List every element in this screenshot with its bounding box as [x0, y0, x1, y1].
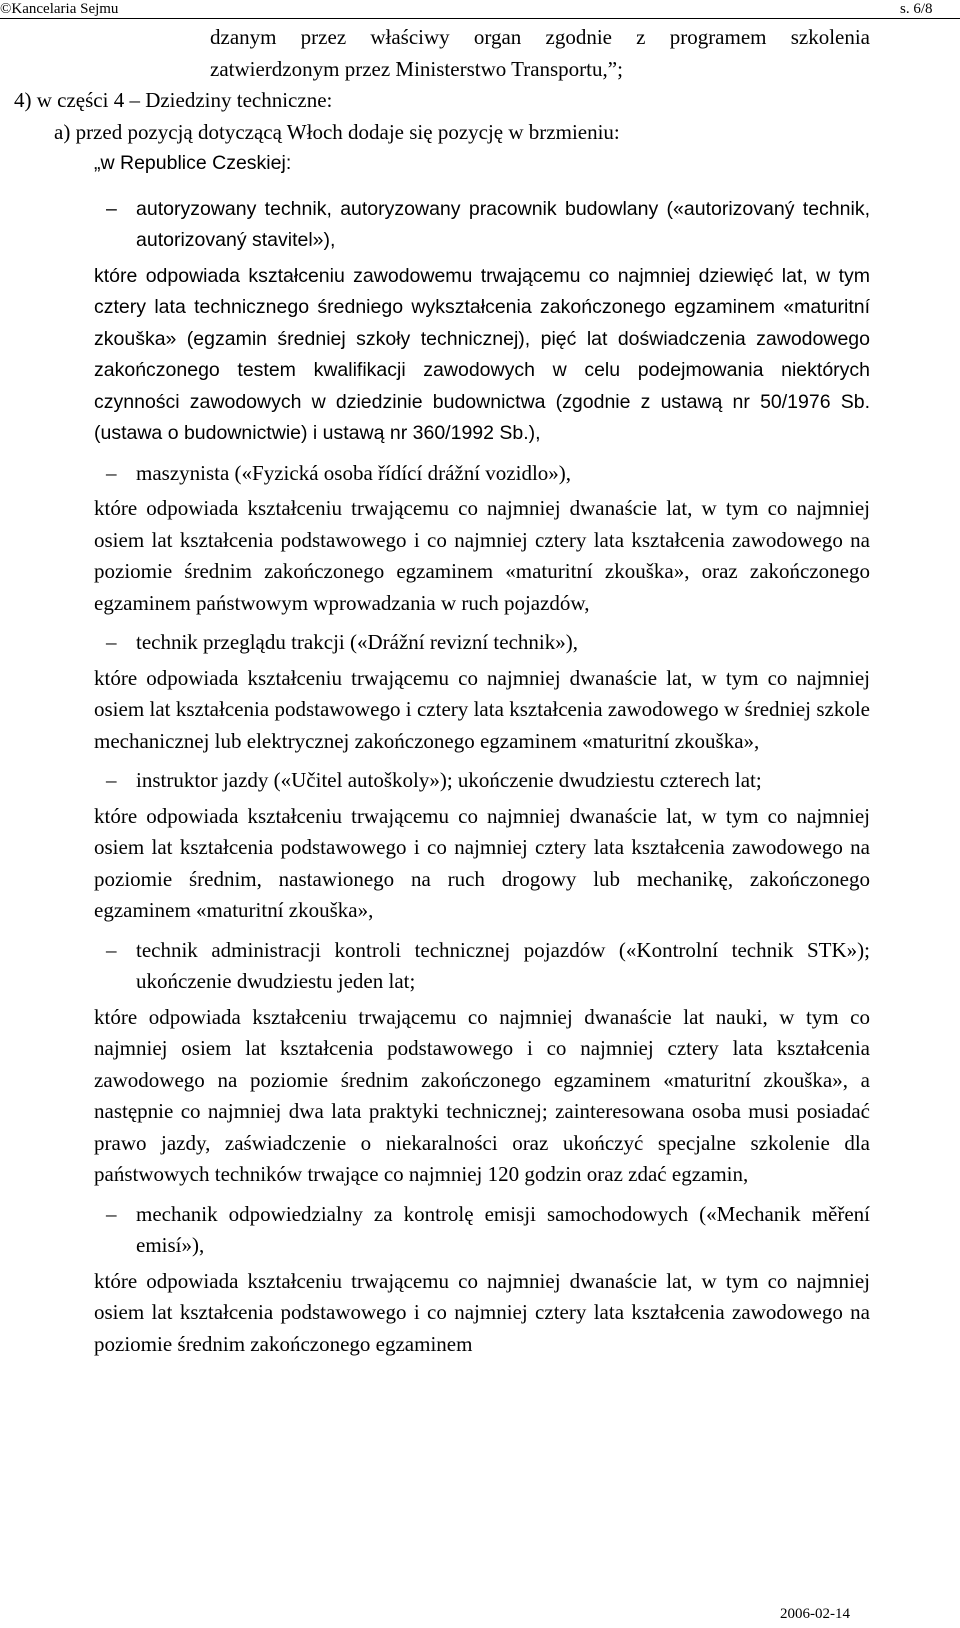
entry-description: które odpowiada kształceniu trwającemu co najmniej dwanaście lat, w tym co najmniej osiem lat kształcenia podstawowego i co najmniej cztery lata kształcenia zawodowego na poziomie średnim zakończonego egzaminem	[94, 1268, 870, 1356]
entry-description: które odpowiada kształceniu trwającemu co najmniej dwanaście lat, w tym co najmniej osiem lat kształcenia podstawowego i co najmniej cztery lata kształcenia zawodowego na poziomie średnim, nastawionego na ruch drogowy lub mechanikę, zakończonego egzaminem «maturitní zkouška»,	[94, 803, 870, 922]
dash-marker: –	[106, 937, 117, 962]
document-body	[14, 22, 870, 1368]
item-a: a) przed pozycją dotyczącą Włoch dodaje się pozycję w brzmieniu:	[54, 119, 620, 144]
header-source: ©Kancelaria Sejmu	[0, 1, 119, 17]
entry-title-text: autoryzowany technik, autoryzowany pracownik budowlany («autorizovaný technik, autorizovaný stavitel»),	[136, 197, 870, 251]
dash-marker: –	[106, 460, 117, 485]
dash-marker: –	[106, 768, 117, 792]
quote-title: „w Republice Czeskiej:	[94, 152, 292, 174]
entry-title	[94, 765, 870, 797]
item-4: 4) w części 4 – Dziedziny techniczne:	[14, 88, 333, 112]
footer-date: 2006-02-14	[780, 1606, 850, 1622]
dash-marker: –	[106, 197, 117, 220]
entry-title	[94, 935, 870, 998]
entry-title-text: technik przeglądu trakcji («Drážní revizní technik»),	[136, 630, 578, 654]
intro-text: dzanym przez właściwy organ zgodnie z programem szkolenia zatwierdzonym przez Ministerstwo Transportu,”;	[210, 25, 870, 81]
entry-description: które odpowiada kształceniu trwającemu co najmniej dwanaście lat nauki, w tym co najmniej osiem lat kształcenia podstawowego i co najmniej cztery lata kształcenia zawodowego na poziomie średnim zakończonego egzaminem «maturitní zkouška», a następnie co najmniej dwa lata praktyki technicznej; zainteresowana osoba musi posiadać prawo jazdy, zaświadczenie o niekaralności oraz ukończyć specjalne szkolenie dla państwowych techników trwające co najmniej 120 godzin oraz zdać egzamin,	[94, 1004, 870, 1186]
entry-description: które odpowiada kształceniu zawodowemu trwającemu co najmniej dziewięć lat, w tym cztery lata technicznego średniego wykształcenia zakończonego egzaminem «maturitní zkouška» (egzamin średniej szkoły technicznej), pięć lat doświadczenia zawodowego zakończonego testem kwalifikacji zawodowych w celu podejmowania niektórych czynności zawodowych w dziedzinie budownictwa (zgodnie z ustawą nr 50/1976 Sb. (ustawa o budownictwie) i ustawą nr 360/1992 Sb.),	[94, 264, 870, 444]
entry-description: które odpowiada kształceniu trwającemu co najmniej dwanaście lat, w tym co najmniej osiem lat kształcenia podstawowego i cztery lata kształcenia zawodowego w średniej szkole mechanicznej lub elektrycznej zakończonego egzaminem «maturitní zkouška»,	[94, 665, 870, 753]
entry-title	[94, 627, 870, 659]
entry-title	[94, 1199, 870, 1262]
dash-marker: –	[106, 630, 117, 654]
entry-title-text: technik administracji kontroli technicznej pojazdów («Kontrolní technik STK»); ukończenie dwudziestu jeden lat;	[136, 937, 870, 993]
entry-title-text: maszynista («Fyzická osoba řídící drážní vozidlo»),	[136, 460, 572, 485]
entry-title-text: instruktor jazdy («Učitel autoškoly»); ukończenie dwudziestu czterech lat;	[136, 768, 762, 792]
header-page-number: s. 6/8	[900, 1, 933, 17]
header-rule	[0, 18, 960, 19]
entry-description: które odpowiada kształceniu trwającemu co najmniej dwanaście lat, w tym co najmniej osiem lat kształcenia podstawowego i co najmniej cztery lata kształcenia zawodowego na poziomie średnim zakończonego egzaminem «maturitní zkouška», oraz zakończonego egzaminem państwowym wprowadzania w ruch pojazdów,	[94, 496, 870, 615]
entry-title	[94, 458, 870, 490]
entry-title-text: mechanik odpowiedzialny za kontrolę emisji samochodowych («Mechanik měření emisí»),	[136, 1201, 870, 1257]
entry-title	[94, 194, 870, 257]
page-header	[0, 0, 960, 18]
dash-marker: –	[106, 1201, 117, 1226]
